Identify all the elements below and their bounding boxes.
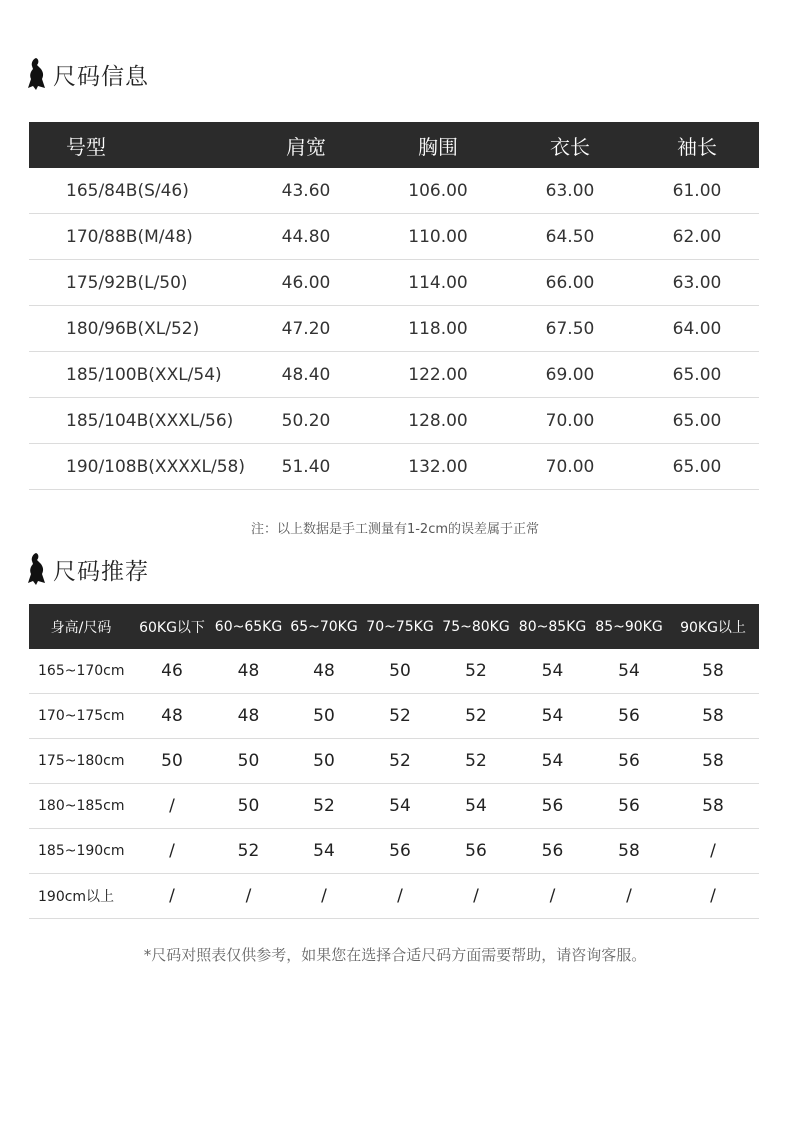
table-row <box>29 168 759 214</box>
shoulder-cell: 50.20 <box>241 398 371 444</box>
table-row <box>29 649 759 694</box>
size-info-header-row <box>29 122 759 168</box>
sleeve-cell: 65.00 <box>635 398 759 444</box>
size-cell: 50 <box>362 649 438 694</box>
chest-cell: 114.00 <box>371 260 505 306</box>
size-cell: 56 <box>362 829 438 874</box>
shoulder-cell: 44.80 <box>241 214 371 260</box>
size-cell: 52 <box>438 649 514 694</box>
size-cell: 54 <box>438 784 514 829</box>
size-cell: / <box>362 874 438 919</box>
table-row <box>29 829 759 874</box>
size-cell: 56 <box>438 829 514 874</box>
shoulder-cell: 43.60 <box>241 168 371 214</box>
size-info-table <box>29 122 759 490</box>
table-row <box>29 398 759 444</box>
size-cell: 56 <box>591 739 667 784</box>
size-cell: 56 <box>591 784 667 829</box>
size-cell: / <box>286 874 362 919</box>
size-cell: / <box>438 874 514 919</box>
sleeve-cell: 63.00 <box>635 260 759 306</box>
sleeve-cell: 65.00 <box>635 352 759 398</box>
size-cell: 52 <box>211 829 286 874</box>
height-cell: 165~170cm <box>29 649 133 694</box>
size-cell: / <box>211 874 286 919</box>
size-info-heading <box>27 57 149 91</box>
figure-logo-icon <box>27 552 47 586</box>
shoulder-cell: 51.40 <box>241 444 371 490</box>
size-cell: 48 <box>211 694 286 739</box>
size-cell: 58 <box>667 784 759 829</box>
size-cell: 185/104B(XXXL/56) <box>29 398 241 444</box>
size-cell: / <box>133 874 211 919</box>
size-cell: 58 <box>667 739 759 784</box>
size-cell: 58 <box>667 694 759 739</box>
size-cell: 175/92B(L/50) <box>29 260 241 306</box>
chest-cell: 128.00 <box>371 398 505 444</box>
size-cell: 56 <box>514 784 591 829</box>
size-reference-note: *尺码对照表仅供参考，如果您在选择合适尺码方面需要帮助，请咨询客服。 <box>143 946 647 964</box>
table-row <box>29 784 759 829</box>
table-row <box>29 306 759 352</box>
length-cell: 70.00 <box>505 398 635 444</box>
sleeve-cell: 64.00 <box>635 306 759 352</box>
size-cell: / <box>667 874 759 919</box>
chest-cell: 106.00 <box>371 168 505 214</box>
size-recommend-table <box>29 604 759 919</box>
size-cell: 48 <box>133 694 211 739</box>
header-weight: 80~85KG <box>514 604 591 649</box>
size-info-title: 尺码信息 <box>53 63 149 90</box>
size-cell: / <box>133 829 211 874</box>
size-cell: 52 <box>438 739 514 784</box>
table-row <box>29 874 759 919</box>
header-sleeve: 袖长 <box>635 122 759 168</box>
size-cell: 180/96B(XL/52) <box>29 306 241 352</box>
header-weight: 85~90KG <box>591 604 667 649</box>
chest-cell: 118.00 <box>371 306 505 352</box>
header-weight: 60KG以下 <box>133 604 211 649</box>
header-weight: 60~65KG <box>211 604 286 649</box>
size-recommend-heading <box>27 552 149 586</box>
table-row <box>29 694 759 739</box>
measurement-note: 注：以上数据是手工测量有1-2cm的误差属于正常 <box>250 522 540 537</box>
shoulder-cell: 48.40 <box>241 352 371 398</box>
size-cell: / <box>133 784 211 829</box>
size-cell: 52 <box>286 784 362 829</box>
size-cell: 56 <box>591 694 667 739</box>
table-row <box>29 214 759 260</box>
size-cell: 50 <box>211 739 286 784</box>
size-cell: 190/108B(XXXXL/58) <box>29 444 241 490</box>
header-height-size: 身高/尺码 <box>29 604 133 649</box>
shoulder-cell: 46.00 <box>241 260 371 306</box>
size-cell: / <box>667 829 759 874</box>
length-cell: 66.00 <box>505 260 635 306</box>
header-size-type: 号型 <box>29 122 241 168</box>
table-row <box>29 444 759 490</box>
table-row <box>29 352 759 398</box>
header-weight: 70~75KG <box>362 604 438 649</box>
size-cell: 58 <box>591 829 667 874</box>
size-cell: 54 <box>514 649 591 694</box>
size-cell: 165/84B(S/46) <box>29 168 241 214</box>
header-length: 衣长 <box>505 122 635 168</box>
size-recommend-header-row <box>29 604 759 649</box>
size-cell: 54 <box>591 649 667 694</box>
header-shoulder: 肩宽 <box>241 122 371 168</box>
sleeve-cell: 61.00 <box>635 168 759 214</box>
size-cell: 52 <box>362 694 438 739</box>
size-recommend-title: 尺码推荐 <box>53 558 149 585</box>
size-cell: 54 <box>514 739 591 784</box>
size-cell: 56 <box>514 829 591 874</box>
header-weight: 65~70KG <box>286 604 362 649</box>
length-cell: 63.00 <box>505 168 635 214</box>
size-cell: 50 <box>133 739 211 784</box>
length-cell: 64.50 <box>505 214 635 260</box>
header-weight: 75~80KG <box>438 604 514 649</box>
size-cell: 185/100B(XXL/54) <box>29 352 241 398</box>
size-cell: 50 <box>286 694 362 739</box>
chest-cell: 132.00 <box>371 444 505 490</box>
height-cell: 185~190cm <box>29 829 133 874</box>
size-cell: 54 <box>514 694 591 739</box>
table-row <box>29 739 759 784</box>
shoulder-cell: 47.20 <box>241 306 371 352</box>
height-cell: 170~175cm <box>29 694 133 739</box>
height-cell: 190cm以上 <box>29 874 133 919</box>
size-cell: 170/88B(M/48) <box>29 214 241 260</box>
chest-cell: 110.00 <box>371 214 505 260</box>
header-weight: 90KG以上 <box>667 604 759 649</box>
size-cell: 50 <box>286 739 362 784</box>
length-cell: 69.00 <box>505 352 635 398</box>
size-cell: 46 <box>133 649 211 694</box>
table-row <box>29 260 759 306</box>
header-chest: 胸围 <box>371 122 505 168</box>
size-cell: / <box>591 874 667 919</box>
sleeve-cell: 62.00 <box>635 214 759 260</box>
height-cell: 175~180cm <box>29 739 133 784</box>
length-cell: 67.50 <box>505 306 635 352</box>
size-cell: 48 <box>211 649 286 694</box>
length-cell: 70.00 <box>505 444 635 490</box>
size-cell: 50 <box>211 784 286 829</box>
sleeve-cell: 65.00 <box>635 444 759 490</box>
size-cell: 48 <box>286 649 362 694</box>
size-cell: 52 <box>362 739 438 784</box>
size-cell: / <box>514 874 591 919</box>
chest-cell: 122.00 <box>371 352 505 398</box>
figure-logo-icon <box>27 57 47 91</box>
height-cell: 180~185cm <box>29 784 133 829</box>
size-cell: 54 <box>362 784 438 829</box>
size-cell: 54 <box>286 829 362 874</box>
size-cell: 58 <box>667 649 759 694</box>
size-cell: 52 <box>438 694 514 739</box>
